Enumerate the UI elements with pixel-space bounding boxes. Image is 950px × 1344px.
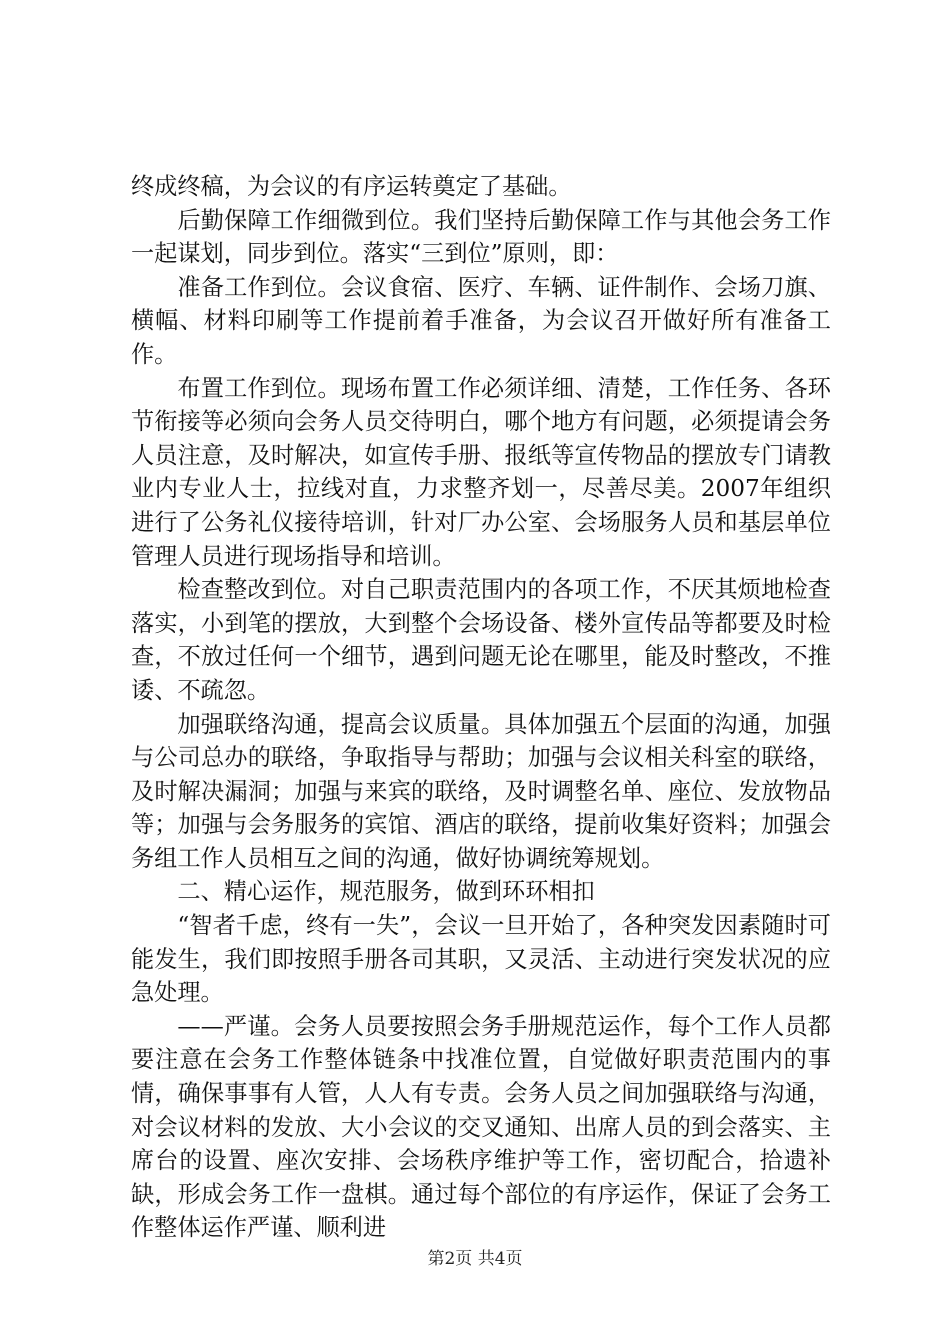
page-footer: 第2页 共4页 <box>427 1249 523 1269</box>
paragraph-7: “智者千虑，终有一失”，会议一旦开始了，各种突发因素随时可能发生，我们即按照手册各司其职，又灵活、主动进行突发状况的应急处理。 <box>131 912 831 1007</box>
paragraph-1: 终成终稿，为会议的有序运转奠定了基础。 <box>131 173 572 200</box>
section-heading: 二、精心运作，规范服务，做到环环相扣 <box>177 878 595 906</box>
paragraph-3: 准备工作到位。会议食宿、医疗、车辆、证件制作、会场刀旗、横幅、材料印刷等工作提前着手准备，为会议召开做好所有准备工作。 <box>131 273 831 368</box>
paragraph-4: 布置工作到位。现场布置工作必须详细、清楚，工作任务、各环节衔接等必须向会务人员交待明白，哪个地方有问题，必须提请会务人员注意，及时解决，如宣传手册、报纸等宣传物品的摆放专门请教业内专业人士，拉线对直，力求整齐划一，尽善尽美。2007年组织进行了公务礼仪接待培训，针对厂办公室、会场服务人员和基层单位管理人员进行现场指导和培训。 <box>131 374 831 570</box>
paragraph-6: 加强联络沟通，提高会议质量。具体加强五个层面的沟通，加强与公司总办的联络，争取指导与帮助；加强与会议相关科室的联络，及时解决漏洞；加强与来宾的联络，及时调整名单、座位、发放物品等；加强与会务服务的宾馆、酒店的联络，提前收集好资料；加强会务组工作人员相互之间的沟通，做好协调统筹规划。 <box>131 710 831 872</box>
paragraph-2: 后勤保障工作细微到位。我们坚持后勤保障工作与其他会务工作一起谋划，同步到位。落实“三到位”原则，即： <box>131 206 831 268</box>
paragraph-5: 检查整改到位。对自己职责范围内的各项工作，不厌其烦地检查落实，小到笔的摆放，大到整个会场设备、楼外宣传品等都要及时检查，不放过任何一个细节，遇到问题无论在哪里，能及时整改，不推诿、不疏忽。 <box>131 576 831 704</box>
document-body <box>131 170 831 1245</box>
paragraph-8: ——严谨。会务人员要按照会务手册规范运作，每个工作人员都要注意在会务工作整体链条中找准位置，自觉做好职责范围内的事情，确保事事有人管，人人有专责。会务人员之间加强联络与沟通，对会议材料的发放、大小会议的交叉通知、出席人员的到会落实、主席台的设置、座次安排、会场秩序维护等工作，密切配合，拾遗补缺，形成会务工作一盘棋。通过每个部位的有序运作，保证了会务工作整体运作严谨、顺利进 <box>131 1012 831 1242</box>
